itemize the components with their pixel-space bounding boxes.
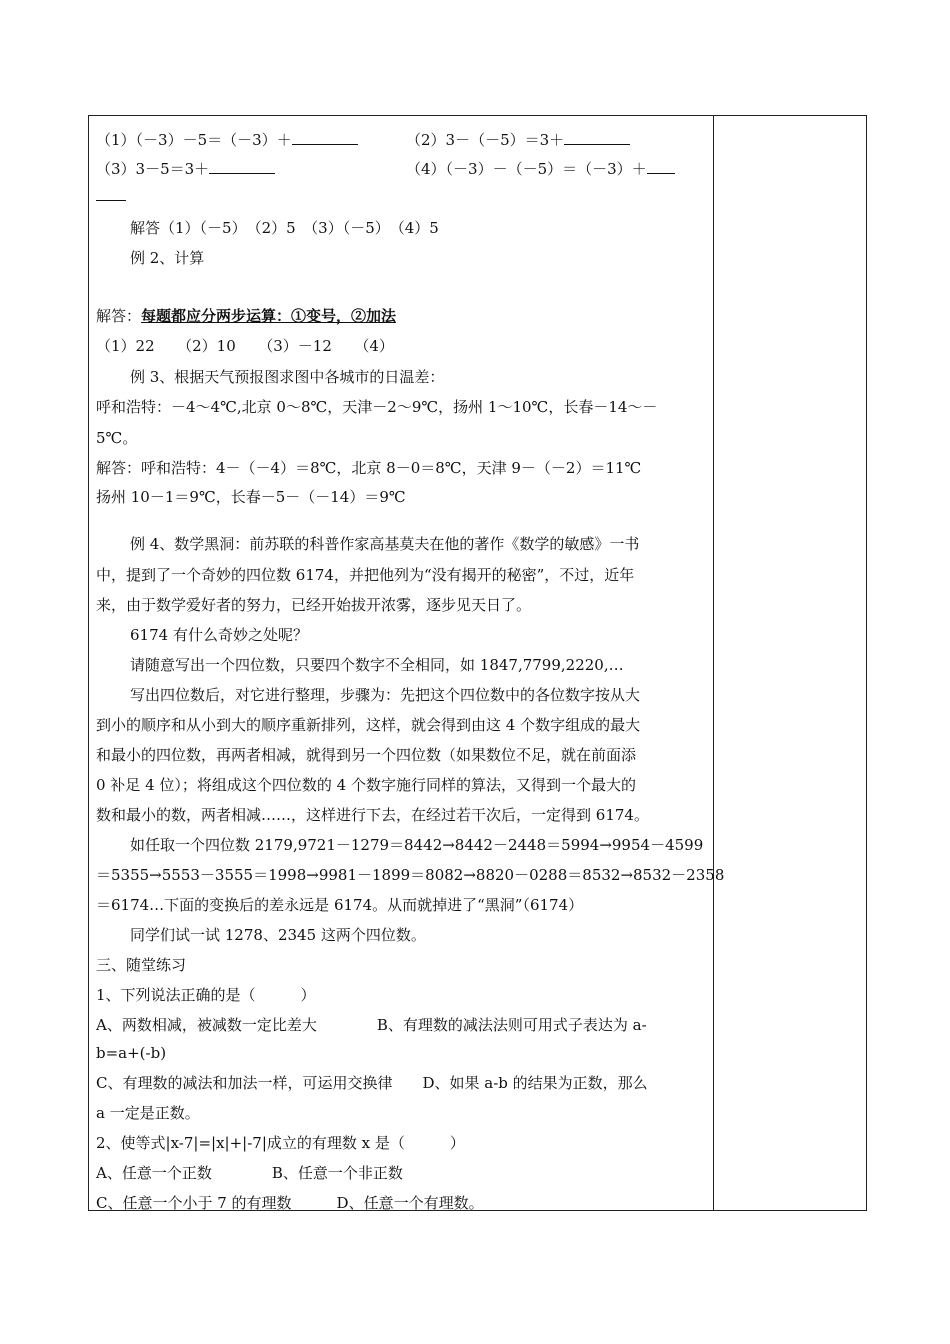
example3-data-line2: 5℃。	[96, 429, 138, 447]
example4-p3-line3: 和最小的四位数，再两者相减，就得到另一个四位数（如果数位不足，就在前面添	[96, 746, 637, 764]
example3-title: 例 3、根据天气预报图求图中各城市的日温差：	[130, 368, 445, 386]
practice-q2: 2、使等式|x-7|=|x|+|-7|成立的有理数 x 是（ ）	[96, 1134, 465, 1152]
exercise-q1: （1）（－3）－5＝（－3）＋	[96, 130, 358, 150]
practice-q1-cd-line2: a 一定是正数。	[96, 1104, 200, 1122]
notes-column	[714, 116, 866, 1210]
exercise-q3: （3）3－5＝3＋	[96, 159, 275, 179]
example4-p4-line2: ＝5355→5553－3555＝1998→9981－1899＝8082→8820－0288＝8532→8532－2358	[96, 866, 725, 884]
example4-try: 同学们试一试 1278、2345 这两个四位数。	[130, 926, 426, 944]
practice-q2-ab: A、任意一个正数 B、任意一个非正数	[96, 1164, 403, 1182]
exercise-answer: 解答（1）（－5） （2）5 （3）（－5） （4）5	[130, 219, 439, 237]
practice-q2-cd: C、任意一个小于 7 的有理数 D、任意一个有理数。	[96, 1194, 484, 1212]
example4-p1-line3: 来，由于数学爱好者的努力，已经开始拔开浓雾，逐步见天日了。	[96, 596, 532, 614]
example3-data-line1: 呼和浩特：－4～4℃,北京 0～8℃，天津－2～9℃，扬州 1～10℃，长春－14～－	[96, 398, 658, 416]
example4-instruction: 请随意写出一个四位数，只要四个数字不全相同，如 1847,7799,2220,…	[130, 656, 624, 674]
example2-answer-note: 每题都应分两步运算：①变号，②加法	[141, 307, 397, 325]
exercise-q2: （2）3－（－5）＝3＋	[406, 130, 630, 150]
example3-answer-line1: 解答：呼和浩特：4－（－4）＝8℃，北京 8－0＝8℃，天津 9－（－2）＝11℃	[96, 459, 642, 477]
exercise-q4-blank-cont	[96, 186, 126, 206]
exercise-q4: （4）（－3）－（－5）＝（－3）＋	[406, 159, 675, 179]
practice-q1-ab-line2: b=a+(-b)	[96, 1044, 167, 1062]
example3-answer-line2: 扬州 10－1＝9℃，长春－5－（－14）＝9℃	[96, 488, 406, 506]
example2-results: （1）22 （2）10 （3）－12 （4）	[96, 337, 394, 355]
example4-p4-line3: ＝6174…下面的变换后的差永远是 6174。从而就掉进了“黑洞”（6174）	[96, 896, 584, 914]
example4-p4-line1: 如任取一个四位数 2179,9721－1279＝8442→8442－2448＝5994→9954－4599	[130, 836, 704, 854]
example2-answer: 解答：每题都应分两步运算：①变号，②加法	[96, 307, 397, 325]
example4-p3-line4: 0 补足 4 位）；将组成这个四位数的 4 个数字施行同样的算法，又得到一个最大的	[96, 776, 636, 794]
example2-title: 例 2、计算	[130, 249, 205, 267]
example4-p3-line5: 数和最小的数，两者相减……，这样进行下去，在经过若干次后，一定得到 6174。	[96, 806, 649, 824]
example4-p3-line1: 写出四位数后，对它进行整理，步骤为：先把这个四位数中的各位数字按从大	[130, 686, 641, 704]
example4-p1-line1: 例 4、数学黑洞：前苏联的科普作家高基莫夫在他的著作《数学的敏感》一书	[130, 535, 640, 553]
practice-q1: 1、下列说法正确的是（ ）	[96, 986, 316, 1004]
practice-heading: 三、随堂练习	[96, 956, 187, 974]
practice-q1-ab-line1: A、两数相减，被减数一定比差大 B、有理数的减法法则可用式子表达为 a-	[96, 1016, 647, 1034]
practice-q1-cd-line1: C、有理数的减法和加法一样，可运用交换律 D、如果 a-b 的结果为正数，那么	[96, 1074, 648, 1092]
example4-p1-line2: 中，提到了一个奇妙的四位数 6174，并把他列为“没有揭开的秘密”，不过，近年	[96, 566, 635, 584]
example4-question: 6174 有什么奇妙之处呢？	[130, 626, 308, 644]
example4-p3-line2: 到小的顺序和从小到大的顺序重新排列，这样，就会得到由这 4 个数字组成的最大	[96, 716, 641, 734]
